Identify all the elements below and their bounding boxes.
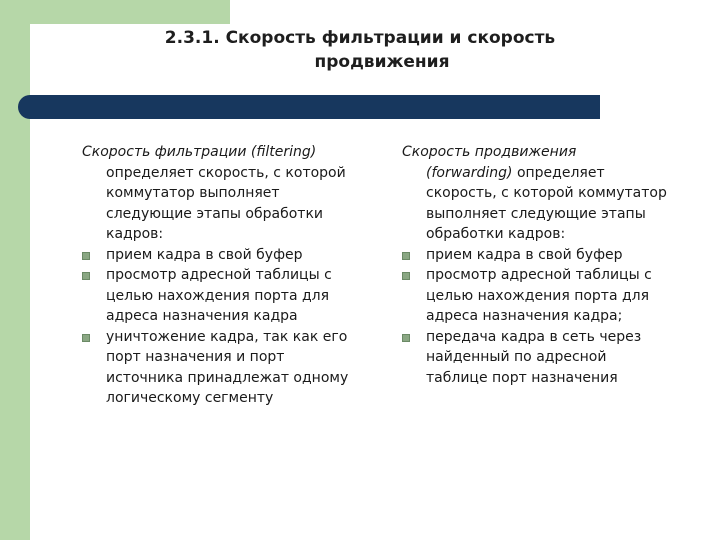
decorative-side-band (0, 0, 30, 540)
slide-title-line1: 2.3.1. Скорость фильтрации и скорость (164, 28, 556, 48)
list-item-line: прием кадра в свой буфер (106, 246, 303, 263)
title-underline-bar (18, 95, 600, 119)
list-item-line: прием кадра в свой буфер (426, 246, 623, 263)
right-intro-line: выполняет следующие этапы (426, 205, 646, 222)
list-item-line: таблице порт назначения (426, 369, 618, 386)
list-item-line: адреса назначения кадра; (426, 308, 623, 324)
right-intro-tail: определяет (512, 164, 605, 181)
list-item-line: просмотр адресной таблицы с (106, 267, 332, 283)
right-intro-english-term: (forwarding) (426, 164, 513, 181)
right-intro-line (402, 163, 712, 184)
list-item-line: порт назначения и порт (106, 349, 285, 365)
left-intro-line: определяет скорость, с которой (106, 164, 346, 181)
list-item-line: источника принадлежат одному (106, 369, 349, 386)
list-item (402, 327, 712, 389)
right-intro-heading: Скорость продвижения (402, 144, 577, 160)
left-intro-line: кадров: (106, 226, 164, 242)
square-bullet-icon (82, 272, 90, 280)
list-item-line: целью нахождения порта для (106, 287, 330, 304)
list-item-line: просмотр адресной таблицы с (426, 267, 652, 283)
square-bullet-icon (402, 334, 410, 342)
right-intro (402, 142, 712, 245)
left-bullet-list (82, 245, 392, 409)
right-intro-line: скорость, с которой коммутатор (426, 185, 667, 201)
left-intro-heading: Скорость фильтрации (filtering) (82, 144, 317, 160)
list-item (402, 265, 712, 327)
list-item (82, 245, 392, 266)
list-item-line: найденный по адресной (426, 349, 607, 365)
left-intro-line: коммутатор выполняет (106, 185, 280, 201)
right-bullet-list (402, 245, 712, 389)
right-intro-line: обработки кадров: (426, 226, 566, 242)
list-item (82, 327, 392, 409)
list-item-line: логическому сегменту (106, 390, 274, 406)
list-item-line: адреса назначения кадра (106, 308, 298, 324)
left-intro (82, 142, 392, 245)
list-item-line: целью нахождения порта для (426, 287, 650, 304)
slide-title-line2: продвижения (314, 52, 450, 72)
right-column (402, 142, 712, 388)
list-item (82, 265, 392, 327)
list-item-line: уничтожение кадра, так как его (106, 328, 348, 345)
left-intro-line: следующие этапы обработки (106, 205, 324, 222)
slide-title (30, 26, 690, 74)
square-bullet-icon (402, 252, 410, 260)
list-item (402, 245, 712, 266)
list-item-line: передача кадра в сеть через (426, 328, 642, 345)
square-bullet-icon (82, 252, 90, 260)
decorative-top-band (0, 0, 230, 24)
square-bullet-icon (402, 272, 410, 280)
square-bullet-icon (82, 334, 90, 342)
left-column (82, 142, 392, 409)
